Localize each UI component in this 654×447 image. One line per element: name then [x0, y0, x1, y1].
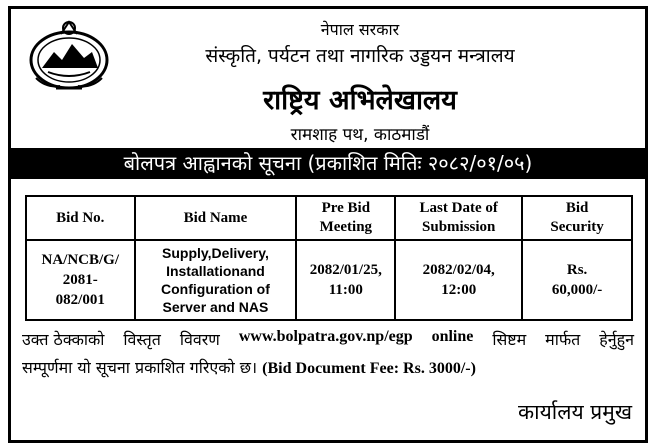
col-header-last-date: Last Date of Submission	[395, 196, 522, 240]
col-header-pre-bid: Pre Bid Meeting	[296, 196, 395, 240]
cell-bid-name: Supply,Delivery, Installationand Configuration of Server and NAS	[135, 240, 297, 320]
table-row	[26, 240, 632, 320]
office-chief-signature: कार्यालय प्रमुख	[518, 400, 632, 424]
details-line-2: सम्पूर्णमा यो सूचना प्रकाशित गरिएको छ। (Bid Document Fee: Rs. 3000/-)	[22, 358, 476, 377]
cell-pre-bid: 2082/01/25, 11:00	[296, 240, 395, 320]
cell-last-date: 2082/02/04, 12:00	[395, 240, 522, 320]
bid-table	[25, 195, 633, 321]
table-header-row	[26, 196, 632, 240]
bid-document-fee: (Bid Document Fee: Rs. 3000/-)	[262, 360, 476, 377]
office-address: रामशाह पथ, काठमाडौं	[290, 125, 430, 145]
office-title: राष्ट्रिय अभिलेखालय	[263, 85, 457, 116]
nepal-emblem-icon	[26, 16, 112, 92]
notice-banner: बोलपत्र आह्वानको सूचना (प्रकाशित मितिः २०८२/०१/०५)	[11, 148, 645, 179]
cell-bid-no: NA/NCB/G/ 2081- 082/001	[26, 240, 135, 320]
col-header-security: Bid Security	[522, 196, 632, 240]
cell-security: Rs. 60,000/-	[522, 240, 632, 320]
bolpatra-link: www.bolpatra.gov.np/egp	[238, 328, 413, 345]
government-title: नेपाल सरकार	[320, 20, 400, 39]
col-header-bid-name: Bid Name	[135, 196, 297, 240]
col-header-bid-no: Bid No.	[26, 196, 135, 240]
details-line-1: उक्त ठेक्काको विस्तृत विवरण www.bolpatra.gov.np/egp online सिष्टम मार्फत हेर्नुहुन	[22, 328, 634, 349]
ministry-title: संस्कृति, पर्यटन तथा नागरिक उड्डयन मन्त्रालय	[205, 45, 515, 67]
